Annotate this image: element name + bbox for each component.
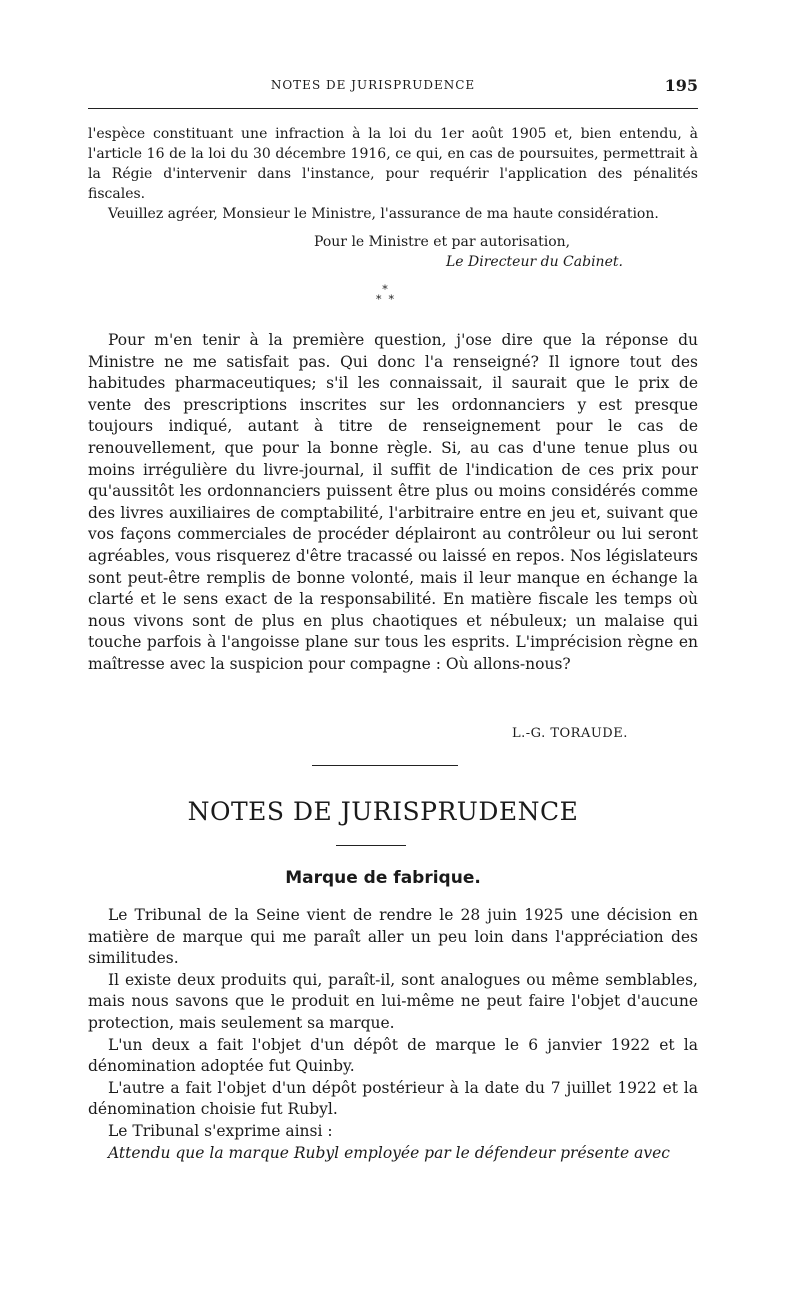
section-paragraph: L'autre a fait l'objet d'un dépôt postérieur à la date du 7 juillet 1922 et la dénomination choisie fut Rubyl. (88, 1078, 698, 1119)
letter-end (88, 124, 698, 224)
section-separator-rule (312, 765, 458, 766)
section-title-rule (336, 845, 406, 846)
letter-closing (314, 232, 674, 272)
page-header (88, 76, 698, 98)
closing-line-2: Le Directeur du Cabinet. (446, 254, 623, 270)
letter-paragraph: l'espèce constituant une infraction à la loi du 1er août 1905 et, bien entendu, à l'article 16 de la loi du 30 décembre 1916, ce qui, en cas de poursuites, permettrait à la Régie d'intervenir dans l'instance, pour requérir l'application des pénalités fiscales. (88, 126, 698, 202)
section-paragraph: Le Tribunal de la Seine vient de rendre le 28 juin 1925 une décision en matière de marque qui me paraît aller un peu loin dans l'appréciation des similitudes. (88, 906, 698, 968)
section-body (88, 905, 698, 1164)
commentary-paragraph: Pour m'en tenir à la première question, j'ose dire que la réponse du Ministre ne me satisfait pas. Qui donc l'a renseigné? Il ignore tout des habitudes pharmaceutiques; s'il les connaissait, il saurait que le prix de vente des prescriptions inscrites sur les ordonnanciers y est presque toujours indiqué, autant à titre de renseignement pour le cas de renouvellement, que pour la bonne règle. Si, au cas d'une tenue plus ou moins irrégulière du livre-journal, il suffit de l'indication de ces prix pour qu'aussitôt les ordonnanciers puissent être plus ou moins considérés comme des livres auxiliaires de comptabilité, l'arbitraire entre en jeu et, suivant que vos façons commerciales de procéder déplairont au contrôleur ou lui seront agréables, vous risquerez d'être tracassé ou laissé en repos. Nos législateurs sont peut-être remplis de bonne volonté, mais il leur manque en échange la clarté et le sens exact de la responsabilité. En matière fiscale les temps où nous vivons sont de plus en plus chaotiques et nébuleux; un malaise qui touche parfois à l'angoisse plane sur tous les esprits. L'imprécision règne en maîtresse avec la suspicion pour compagne : Où allons-nous? (88, 331, 698, 673)
page-number: 195 (664, 76, 698, 95)
section-paragraph: Le Tribunal s'exprime ainsi : (108, 1121, 333, 1140)
asterism-separator: * * * (376, 283, 394, 306)
section-paragraph: Il existe deux produits qui, paraît-il, sont analogues ou même semblables, mais nous savons que le produit en lui-même ne peut faire l'objet d'aucune protection, mais seulement sa marque. (88, 970, 698, 1032)
section-subheading: Marque de fabrique. (285, 868, 481, 888)
section-title: NOTES DE JURISPRUDENCE (187, 797, 579, 826)
section-paragraph-quote: Attendu que la marque Rubyl employée par le défendeur présente avec (108, 1143, 670, 1162)
letter-salutation: Veuillez agréer, Monsieur le Ministre, l'assurance de ma haute considération. (108, 206, 659, 222)
running-title: NOTES DE JURISPRUDENCE (270, 78, 476, 92)
author-signature: L.-G. TORAUDE. (512, 726, 628, 741)
header-rule (88, 108, 698, 109)
closing-line-1: Pour le Ministre et par autorisation, (314, 234, 571, 250)
section-paragraph: L'un deux a fait l'objet d'un dépôt de marque le 6 janvier 1922 et la dénomination adoptée fut Quinby. (88, 1035, 698, 1076)
commentary (88, 330, 698, 676)
